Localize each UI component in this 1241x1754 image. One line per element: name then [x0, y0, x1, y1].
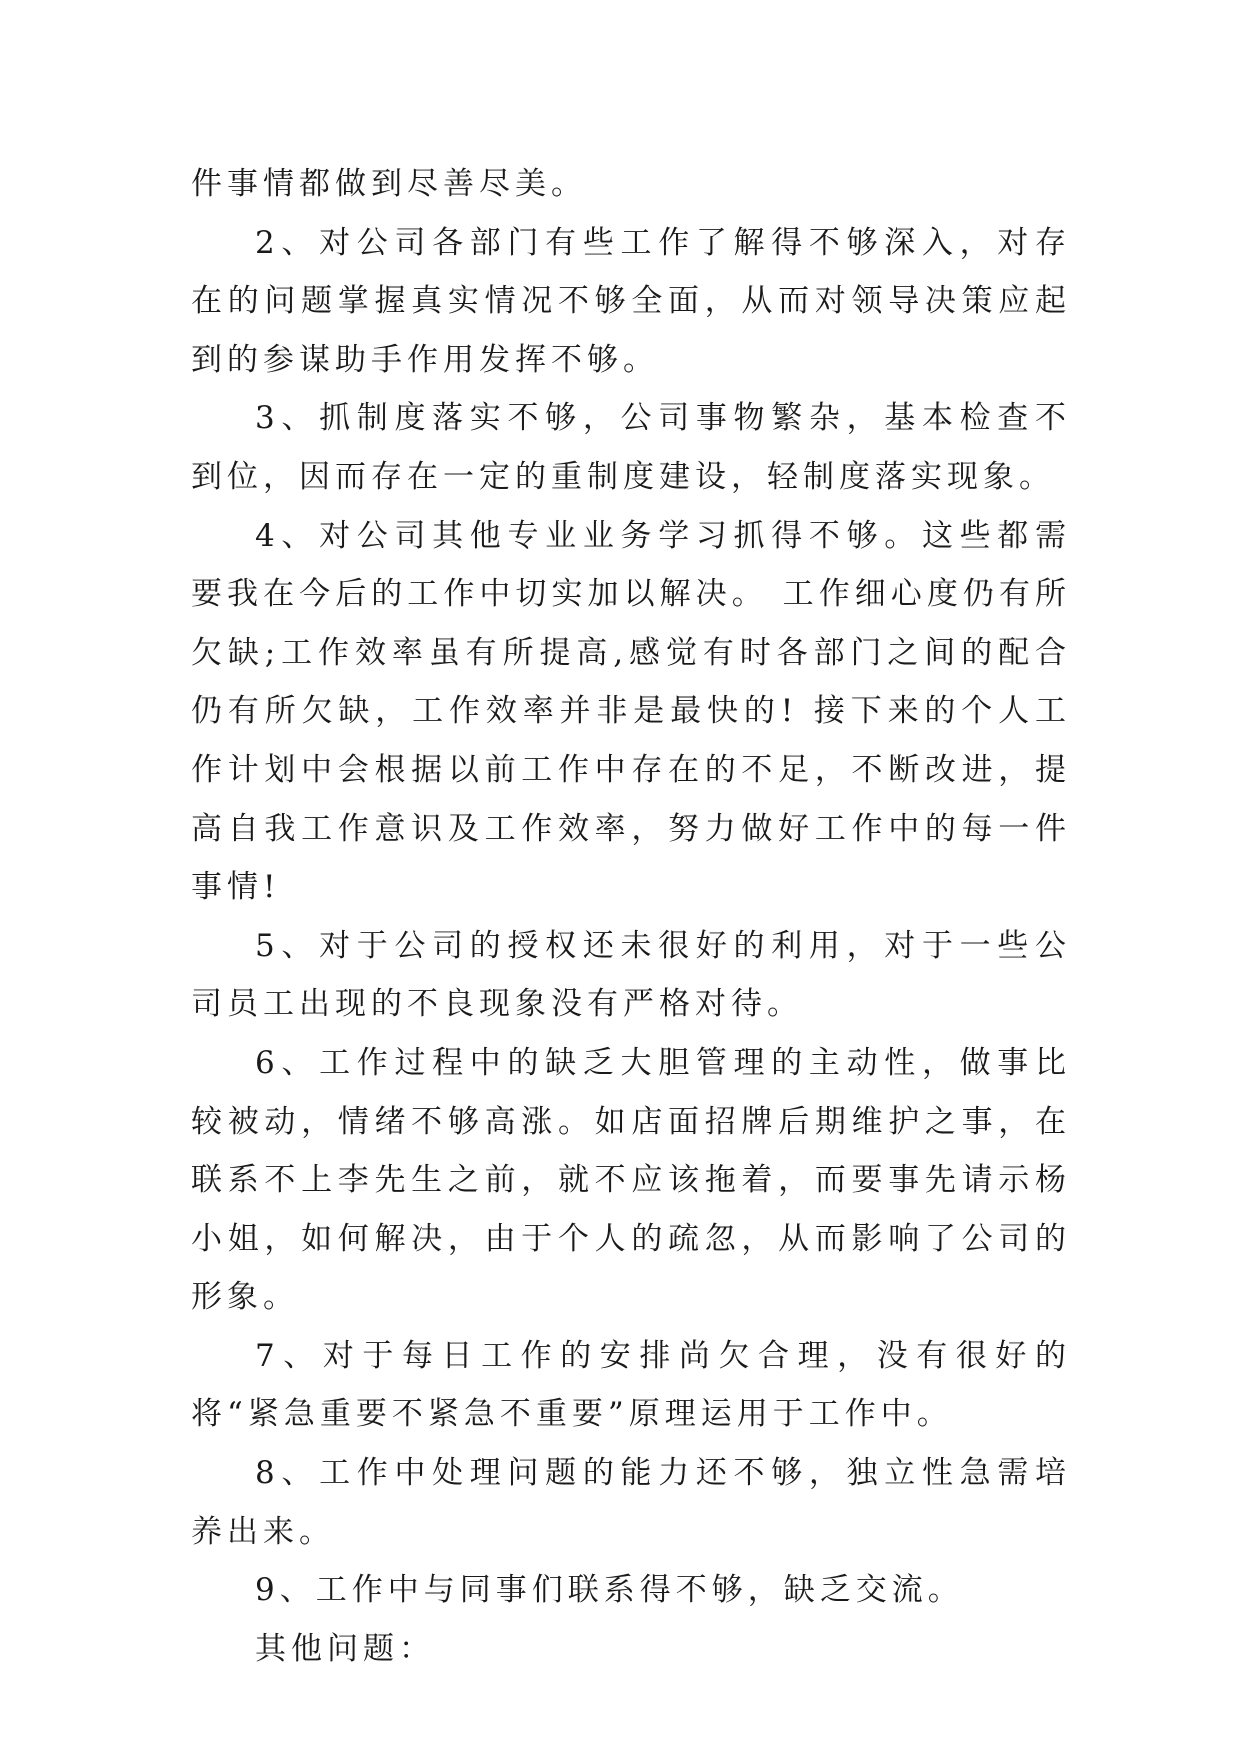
paragraph-item-9: 9、工作中与同事们联系得不够，缺乏交流。 [255, 1572, 964, 1609]
paragraph-item-8: 8、工作中处理问题的能力还不够，独立性急需培养出来。 [191, 1455, 1071, 1550]
paragraph-item-3: 3、抓制度落实不够，公司事物繁杂，基本检查不到位，因而存在一定的重制度建设，轻制度落实现象。 [191, 400, 1071, 495]
paragraph-item-2: 2、对公司各部门有些工作了解得不够深入，对存在的问题掌握真实情况不够全面，从而对领导决策应起到的参谋助手作用发挥不够。 [191, 224, 1071, 378]
paragraph-item-6: 6、工作过程中的缺乏大胆管理的主动性，做事比较被动，情绪不够高涨。如店面招牌后期维护之事，在联系不上李先生之前，就不应该拖着，而要事先请示杨小姐，如何解决，由于个人的疏忽，从而影响了公司的形象。 [191, 1044, 1071, 1316]
paragraph-item-4: 4、对公司其他专业业务学习抓得不够。这些都需要我在今后的工作中切实加以解决。 工作细心度仍有所欠缺;工作效率虽有所提高,感觉有时各部门之间的配合仍有所欠缺，工作效率并非是最快的! 接下来的个人工作计划中会根据以前工作中存在的不足，不断改进，提高自我工作意识及工作效率，努力做好工作中的每一件事情! [191, 517, 1071, 906]
document-body [191, 155, 1071, 1678]
paragraph-item-7: 7、对于每日工作的安排尚欠合理，没有很好的将“紧急重要不紧急不重要”原理运用于工作中。 [191, 1337, 1071, 1433]
paragraph-continuation: 件事情都做到尽善尽美。 [191, 166, 587, 202]
paragraph-item-5: 5、对于公司的授权还未很好的利用，对于一些公司员工出现的不良现象没有严格对待。 [191, 927, 1071, 1023]
paragraph-other-issues: 其他问题： [255, 1630, 435, 1667]
